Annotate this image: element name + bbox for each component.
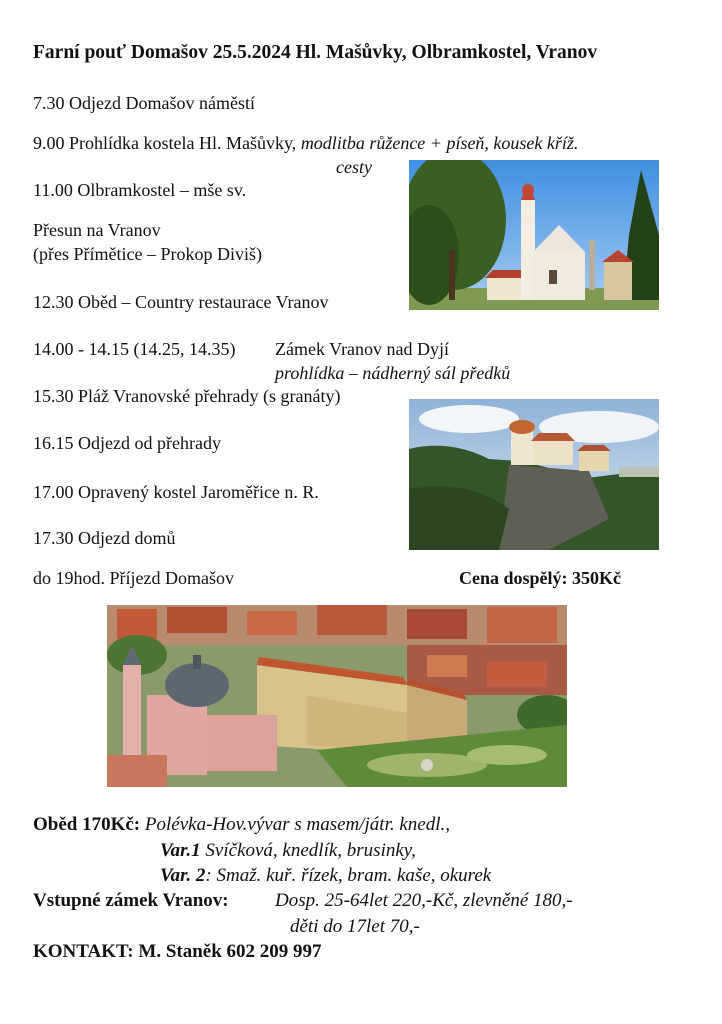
lunch-label: Oběd 170Kč: (33, 814, 141, 835)
contact-line: KONTAKT: M. Staněk 602 209 997 (33, 941, 322, 962)
lunch-var2-text: : Smaž. kuř. řízek, bram. kaše, okurek (205, 865, 492, 886)
page-title: Farní pouť Domašov 25.5.2024 Hl. Mašůvky, Olbramkostel, Vranov (33, 42, 598, 63)
castle-photo (409, 399, 659, 550)
schedule-note-cont: cesty (336, 157, 372, 177)
lunch-line (33, 814, 450, 836)
lunch-soup: Polévka-Hov.vývar s masem/játr. knedl., (144, 814, 451, 835)
schedule-item-place: Zámek Vranov nad Dyjí (275, 339, 450, 359)
schedule-item: 17.00 Opravený kostel Jaroměřice n. R. (33, 482, 319, 502)
schedule-item: 7.30 Odjezd Domašov náměstí (33, 93, 255, 113)
schedule-note: modlitba růžence + píseň, kousek kříž. (300, 133, 579, 153)
lunch-var2 (160, 865, 491, 887)
schedule-note: prohlídka – nádherný sál předků (275, 363, 511, 383)
schedule-item (33, 133, 578, 154)
schedule-item: 17.30 Odjezd domů (33, 528, 176, 548)
admission-line2: děti do 17let 70,- (290, 916, 420, 937)
schedule-item: 15.30 Pláž Vranovské přehrady (s granáty) (33, 386, 341, 406)
schedule-time-text: 9.00 Prohlídka kostela Hl. Mašůvky, (33, 133, 301, 153)
chateau-aerial-photo (107, 605, 567, 787)
church-photo (409, 160, 659, 310)
lunch-var2-label: Var. 2 (160, 865, 206, 886)
schedule-item-sub: (přes Přímětice – Prokop Diviš) (33, 244, 262, 264)
lunch-var1-label: Var.1 (160, 840, 201, 861)
schedule-item: 12.30 Oběd – Country restaurace Vranov (33, 292, 329, 312)
schedule-item: Přesun na Vranov (33, 220, 161, 240)
price-label: Cena dospělý: 350Kč (459, 568, 621, 588)
schedule-item: 14.00 - 14.15 (14.25, 14.35) (33, 339, 236, 359)
schedule-item: 11.00 Olbramkostel – mše sv. (33, 180, 247, 200)
lunch-var1-text: Svíčková, knedlík, brusinky, (200, 840, 416, 861)
admission-label: Vstupné zámek Vranov: (33, 890, 229, 911)
schedule-item: do 19hod. Příjezd Domašov (33, 568, 234, 588)
lunch-var1 (160, 840, 416, 862)
schedule-item: 16.15 Odjezd od přehrady (33, 433, 221, 453)
admission-line1: Dosp. 25-64let 220,-Kč, zlevněné 180,- (275, 890, 573, 911)
